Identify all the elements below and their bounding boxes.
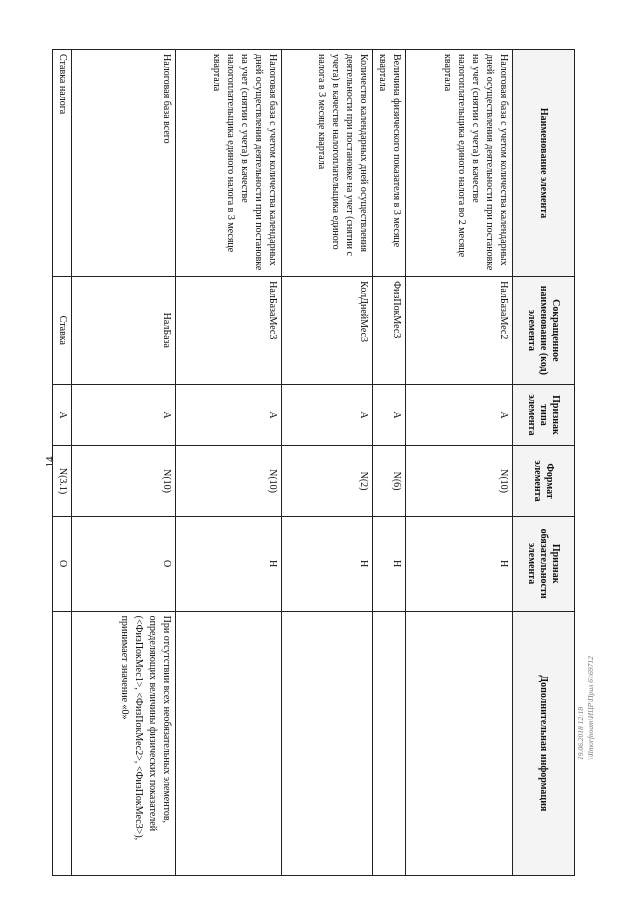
cell-info [282, 611, 373, 875]
elements-table [52, 49, 575, 876]
cell-required: О [72, 516, 176, 611]
table-row [176, 50, 282, 876]
cell-name: Величина физического показателя в 3 месяце квартала [373, 50, 406, 277]
cell-name: Налоговая база всего [72, 50, 176, 277]
cell-code: КолДнейМес3 [282, 277, 373, 384]
cell-info: При отсутствии всех необязательных элементов, определяющих величины физических показателей (<ФизПокМес1>, <ФизПокМес2>, <ФизПокМес3>), принимает значение «0» [72, 611, 176, 875]
cell-required: Н [406, 516, 513, 611]
page-number: 14 [44, 456, 56, 468]
cell-format: N(2) [282, 446, 373, 516]
cell-name: Налоговая база с учетом количества календарных дней осуществления деятельности при постановке на учет (снятии с учета) в качестве налогоплательщика единого налога во 2 месяце квартала [406, 50, 513, 277]
cell-info [373, 611, 406, 875]
cell-type: А [406, 384, 513, 446]
stamp-path: \\Ilmorfnoam\ИЦР\Прил 6\\69712 [586, 656, 595, 760]
cell-code: НалБазаМес3 [176, 277, 282, 384]
rotated-table-container [57, 49, 575, 876]
cell-required: Н [176, 516, 282, 611]
cell-name: Количество календарных дней осуществления деятельности при постановке на учет (снятии с учета) в качестве налогоплательщика единого налога в 3 месяце квартала [282, 50, 373, 277]
cell-code: НалБаза [72, 277, 176, 384]
header-code: Сокращенное наименование (код) элемента [513, 277, 575, 384]
table-row [406, 50, 513, 876]
table-row [282, 50, 373, 876]
header-info: Дополнительная информация [513, 611, 575, 875]
cell-type: А [72, 384, 176, 446]
cell-required: Н [282, 516, 373, 611]
cell-code: НалБазаМес2 [406, 277, 513, 384]
header-format: Формат элемента [513, 446, 575, 516]
cell-format: N(10) [406, 446, 513, 516]
cell-type: А [53, 384, 72, 446]
table-row [373, 50, 406, 876]
cell-type: А [176, 384, 282, 446]
cell-name: Налоговая база с учетом количества календарных дней осуществления деятельности при постановке на учет (снятии с учета) в качестве налогоплательщика единого налога в 3 месяце квартала [176, 50, 282, 277]
table-row [72, 50, 176, 876]
cell-format: N(6) [373, 446, 406, 516]
cell-code: Ставка [53, 277, 72, 384]
cell-type: А [282, 384, 373, 446]
print-stamp [576, 656, 596, 760]
cell-format: N(10) [72, 446, 176, 516]
cell-info [53, 611, 72, 875]
cell-info [406, 611, 513, 875]
header-name: Наименование элемента [513, 50, 575, 277]
stamp-date: 19.06.2018 12:18 [576, 706, 585, 760]
cell-code: ФизПокМес3 [373, 277, 406, 384]
table-row [53, 50, 72, 876]
cell-format: N(10) [176, 446, 282, 516]
cell-type: А [373, 384, 406, 446]
cell-info [176, 611, 282, 875]
header-type: Признак типа элемента [513, 384, 575, 446]
cell-required: О [53, 516, 72, 611]
cell-name: Ставка налога [53, 50, 72, 277]
header-required: Признак обязательности элемента [513, 516, 575, 611]
cell-format: N(3.1) [53, 446, 72, 516]
cell-required: Н [373, 516, 406, 611]
table-header-row [513, 50, 575, 876]
